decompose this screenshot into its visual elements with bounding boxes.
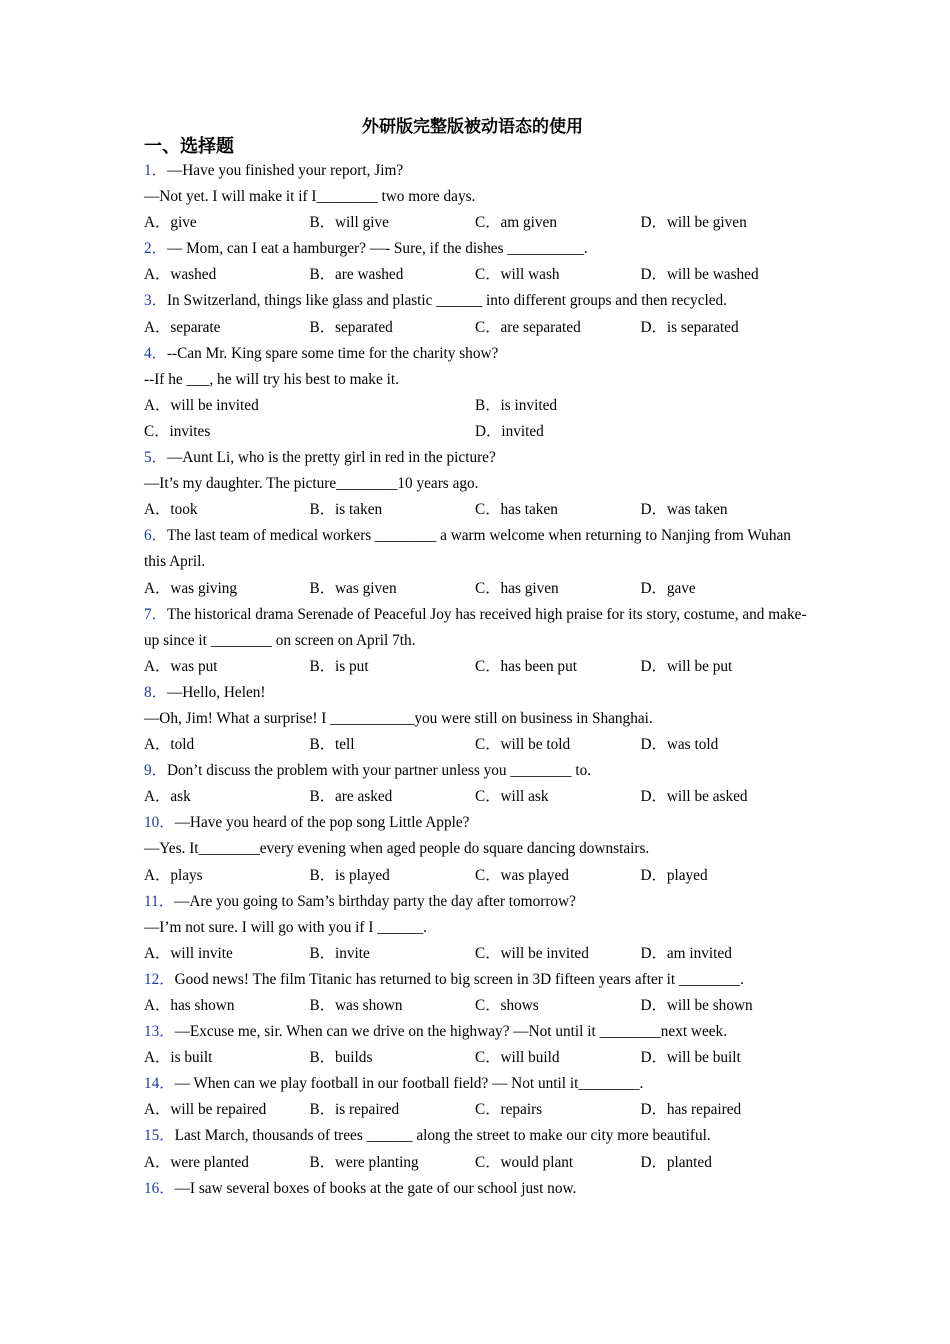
question-text bbox=[144, 471, 809, 497]
answer-option[interactable]: D．gave bbox=[640, 579, 696, 597]
answer-option[interactable]: C．has given bbox=[475, 579, 559, 597]
question-number: 3． bbox=[144, 292, 167, 310]
answer-option[interactable]: D．will be put bbox=[640, 657, 733, 675]
answer-option[interactable]: A．plays bbox=[144, 866, 203, 884]
answer-option[interactable]: A．will invite bbox=[144, 944, 233, 962]
question-line: The historical drama Serenade of Peaceful Joy has received high praise for its story, costume, and make-up since it ________ on screen on April 7th. bbox=[144, 605, 807, 649]
answer-option[interactable]: C．shows bbox=[475, 997, 539, 1014]
question-text bbox=[144, 706, 809, 732]
answer-option[interactable]: C．has taken bbox=[475, 501, 558, 519]
question-text bbox=[144, 1123, 809, 1149]
question-line: Don’t discuss the problem with your partner unless you ________ to. bbox=[166, 762, 592, 780]
question-line: —Yes. It________every evening when aged people do square dancing downstairs. bbox=[144, 840, 650, 858]
question-text bbox=[144, 836, 809, 862]
question-item bbox=[144, 1176, 809, 1202]
option-row bbox=[144, 993, 809, 1019]
answer-option[interactable]: B．are asked bbox=[309, 788, 393, 806]
answer-option[interactable]: D．has repaired bbox=[640, 1101, 742, 1119]
answer-option[interactable]: D．was told bbox=[640, 736, 719, 754]
answer-option[interactable]: B．tell bbox=[309, 736, 355, 754]
answer-option[interactable]: B．was given bbox=[309, 579, 397, 597]
answer-option[interactable]: A．is built bbox=[144, 1049, 213, 1067]
question-item bbox=[144, 967, 809, 1019]
question-number: 8． bbox=[144, 683, 167, 701]
option-row bbox=[144, 419, 809, 445]
answer-option[interactable]: B．is repaired bbox=[309, 1101, 400, 1119]
option-row bbox=[144, 784, 809, 810]
question-number: 10． bbox=[144, 814, 175, 832]
question-item bbox=[144, 889, 809, 967]
answer-option[interactable]: B．builds bbox=[309, 1049, 373, 1067]
question-text bbox=[144, 967, 809, 993]
answer-option[interactable]: A．ask bbox=[144, 788, 191, 806]
answer-option[interactable]: B．separated bbox=[309, 318, 393, 336]
question-item bbox=[144, 236, 809, 288]
question-text bbox=[144, 810, 809, 836]
question-line: —I saw several boxes of books at the gate of our school just now. bbox=[174, 1179, 577, 1197]
answer-option[interactable]: C．am given bbox=[475, 214, 557, 232]
answer-option[interactable]: B．is invited bbox=[475, 396, 558, 414]
question-item bbox=[144, 1123, 809, 1175]
option-row bbox=[144, 210, 809, 236]
question-number: 16． bbox=[144, 1179, 175, 1197]
answer-option[interactable]: B．are washed bbox=[309, 266, 404, 284]
question-line: —Excuse me, sir. When can we drive on the highway? —Not until it ________next week. bbox=[174, 1023, 728, 1041]
option-row bbox=[144, 732, 809, 758]
question-number: 1． bbox=[144, 162, 167, 179]
answer-option[interactable]: B．was shown bbox=[309, 997, 403, 1014]
answer-option[interactable]: B．is taken bbox=[309, 501, 383, 519]
answer-option[interactable]: A．will be repaired bbox=[144, 1101, 267, 1119]
question-item bbox=[144, 758, 809, 810]
question-text bbox=[144, 1176, 809, 1202]
answer-option[interactable]: C．will wash bbox=[475, 266, 560, 284]
question-item bbox=[144, 602, 809, 680]
question-number: 7． bbox=[144, 605, 167, 623]
answer-option[interactable]: D．played bbox=[640, 866, 708, 884]
question-line: —Have you finished your report, Jim? bbox=[166, 162, 404, 179]
question-item bbox=[144, 810, 809, 888]
question-item bbox=[144, 1071, 809, 1123]
question-line: —I’m not sure. I will go with you if I ______. bbox=[144, 918, 427, 936]
question-line: Last March, thousands of trees ______ along the street to make our city more beautiful. bbox=[174, 1127, 711, 1145]
document-page bbox=[144, 116, 809, 1202]
answer-option[interactable]: C．will be told bbox=[475, 736, 571, 754]
question-line: —Hello, Helen! bbox=[166, 683, 266, 701]
question-line: —Aunt Li, who is the pretty girl in red in the picture? bbox=[166, 449, 496, 467]
question-text bbox=[144, 341, 809, 367]
question-item bbox=[144, 523, 809, 601]
question-text bbox=[144, 236, 809, 262]
question-text bbox=[144, 1071, 809, 1097]
answer-option[interactable]: C．would plant bbox=[475, 1153, 574, 1171]
question-number: 5． bbox=[144, 449, 167, 467]
answer-option[interactable]: C．invites bbox=[144, 422, 211, 440]
question-line: — Mom, can I eat a hamburger? —- Sure, if the dishes __________. bbox=[166, 240, 588, 258]
question-text bbox=[144, 523, 809, 575]
option-row bbox=[144, 393, 809, 419]
option-row bbox=[144, 262, 809, 288]
answer-option[interactable]: A．separate bbox=[144, 318, 221, 336]
question-number: 9． bbox=[144, 762, 167, 780]
question-item bbox=[144, 445, 809, 523]
option-row bbox=[144, 576, 809, 602]
question-number: 14． bbox=[144, 1075, 175, 1093]
question-text bbox=[144, 758, 809, 784]
answer-option[interactable]: D．am invited bbox=[640, 944, 732, 962]
question-text bbox=[144, 602, 809, 654]
answer-option[interactable]: A．was giving bbox=[144, 579, 238, 597]
question-line: --If he ___, he will try his best to make it. bbox=[144, 370, 399, 388]
question-line: Good news! The film Titanic has returned to big screen in 3D fifteen years after it ________. bbox=[174, 970, 744, 988]
question-item bbox=[144, 1019, 809, 1071]
answer-option[interactable]: D．will be asked bbox=[640, 788, 748, 806]
question-list bbox=[144, 158, 809, 1202]
question-number: 12． bbox=[144, 970, 175, 988]
answer-option[interactable]: A．give bbox=[144, 214, 197, 232]
answer-option[interactable]: B．is put bbox=[309, 657, 369, 675]
question-number: 11． bbox=[144, 892, 175, 910]
answer-option[interactable]: D．will be shown bbox=[640, 997, 753, 1014]
question-text bbox=[144, 889, 809, 915]
question-line: —Oh, Jim! What a surprise! I ___________you were still on business in Shanghai. bbox=[144, 709, 653, 727]
question-line: —Have you heard of the pop song Little Apple? bbox=[174, 814, 470, 832]
section-heading: 一、选择题 bbox=[144, 136, 234, 156]
answer-option[interactable]: A．will be invited bbox=[144, 396, 259, 414]
option-row bbox=[144, 863, 809, 889]
answer-option[interactable]: C．has been put bbox=[475, 657, 577, 675]
answer-option[interactable]: A．was put bbox=[144, 657, 218, 675]
question-item bbox=[144, 680, 809, 758]
option-row bbox=[144, 941, 809, 967]
answer-option[interactable]: D．planted bbox=[640, 1153, 712, 1171]
question-number: 6． bbox=[144, 527, 167, 545]
answer-option[interactable]: C．will be invited bbox=[475, 944, 589, 962]
answer-option[interactable]: A．were planted bbox=[144, 1153, 249, 1171]
answer-option[interactable]: C．will build bbox=[475, 1049, 560, 1067]
answer-option[interactable]: B．invite bbox=[309, 944, 370, 962]
question-item bbox=[144, 158, 809, 236]
question-text bbox=[144, 184, 809, 210]
question-line: In Switzerland, things like glass and plastic ______ into different groups and then recycled. bbox=[166, 292, 727, 310]
question-number: 2． bbox=[144, 240, 167, 258]
answer-option[interactable]: D．was taken bbox=[640, 501, 728, 519]
answer-option[interactable]: D．will be washed bbox=[640, 266, 759, 284]
answer-option[interactable]: C．are separated bbox=[475, 318, 581, 336]
document-title: 外研版完整版被动语态的使用 bbox=[362, 117, 583, 136]
answer-option[interactable]: D．is separated bbox=[640, 318, 739, 336]
option-row bbox=[144, 1150, 809, 1176]
answer-option[interactable]: C．will ask bbox=[475, 788, 549, 806]
answer-option[interactable]: B．will give bbox=[309, 214, 389, 232]
question-text bbox=[144, 367, 809, 393]
question-line: The last team of medical workers ________ a warm welcome when returning to Nanjing from Wuhan this April. bbox=[144, 527, 791, 571]
question-line: — When can we play football in our football field? — Not until it________. bbox=[174, 1075, 644, 1093]
answer-option[interactable]: A．has shown bbox=[144, 997, 235, 1014]
question-item bbox=[144, 341, 809, 445]
question-line: —Not yet. I will make it if I________ two more days. bbox=[144, 188, 476, 206]
question-text bbox=[144, 288, 809, 314]
answer-option[interactable]: B．is played bbox=[309, 866, 390, 884]
question-text bbox=[144, 158, 809, 184]
question-text bbox=[144, 915, 809, 941]
answer-option[interactable]: D．invited bbox=[475, 422, 544, 440]
option-row bbox=[144, 497, 809, 523]
question-line: —It’s my daughter. The picture________10 years ago. bbox=[144, 475, 479, 493]
question-text bbox=[144, 445, 809, 471]
question-line: —Are you going to Sam’s birthday party the day after tomorrow? bbox=[174, 892, 576, 910]
answer-option[interactable]: C．repairs bbox=[475, 1101, 543, 1119]
answer-option[interactable]: B．were planting bbox=[309, 1153, 419, 1171]
option-row bbox=[144, 654, 809, 680]
option-row bbox=[144, 315, 809, 341]
question-text bbox=[144, 1019, 809, 1045]
question-number: 15． bbox=[144, 1127, 175, 1145]
answer-option[interactable]: A．told bbox=[144, 736, 195, 754]
answer-option[interactable]: A．took bbox=[144, 501, 198, 519]
question-number: 13． bbox=[144, 1023, 175, 1041]
question-number: 4． bbox=[144, 344, 167, 362]
question-text bbox=[144, 680, 809, 706]
answer-option[interactable]: D．will be given bbox=[640, 214, 747, 232]
answer-option[interactable]: A．washed bbox=[144, 266, 217, 284]
answer-option[interactable]: D．will be built bbox=[640, 1049, 741, 1067]
option-row bbox=[144, 1045, 809, 1071]
question-line: --Can Mr. King spare some time for the charity show? bbox=[166, 344, 499, 362]
answer-option[interactable]: C．was played bbox=[475, 866, 569, 884]
option-row bbox=[144, 1097, 809, 1123]
question-item bbox=[144, 288, 809, 340]
